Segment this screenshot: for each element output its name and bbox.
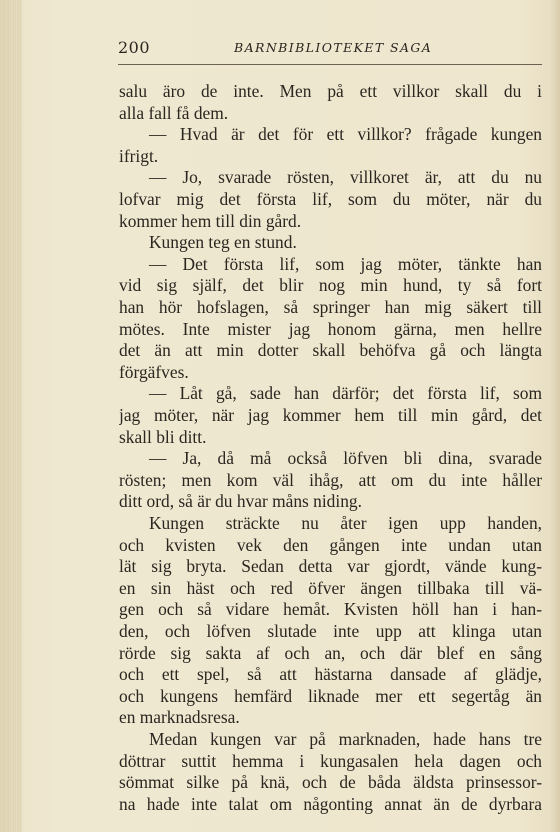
header-rule [118,64,542,65]
text-line: — Ja, då må också löfven bli dina, svarade [149,448,542,469]
text-line: Medan kungen var på marknaden, hade hans tre [149,729,542,749]
text-line: den, och löfven slutade inte upp att klinga utan [119,621,542,641]
text-line: — Jo, svarade rösten, villkoret är, att du nu [149,167,542,188]
page-header [118,38,542,60]
text-line: — Låt gå, sade han därför; det första lif, som [149,383,542,404]
text-line: döttrar suttit hemma i kungasalen hela dagen och [119,750,542,771]
text-line: mötes. Inte mister jag honom gärna, men hellre [119,318,542,339]
text-line: ifrigt. [119,145,159,166]
text-line: jag möter, när jag kommer hem till min gård, det [119,405,542,425]
text-line: skall bli ditt. [119,426,207,447]
text-line: en sin häst och red öfver ängen tillbaka till vä- [119,577,542,598]
text-line: — Hvad är det för ett villkor? frågade kungen [149,124,542,145]
page-number: 200 [118,38,151,57]
text-line: ditt ord, så är du hvar måns niding. [119,491,362,512]
text-line: rösten; men kom väl ihåg, att om du inte håller [119,469,542,490]
text-line: lät sig bryta. Sedan detta var gjordt, vände kung- [119,556,542,577]
page-edge-right [550,0,560,832]
text-line: det än att min dotter skall behöfva gå och längta [119,340,542,361]
text-line: lofvar mig det första lif, som du möter, när du [119,189,542,209]
text-line: Kungen teg en stund. [149,232,297,253]
text-line: en marknadsresa. [119,707,240,728]
text-line: salu äro de inte. Men på ett villkor skall du i [119,81,542,101]
text-line: och kvisten vek den gången inte undan utan [119,534,542,555]
text-line: sömmat silke på knä, och de båda äldsta prinsessor- [119,772,542,793]
page-edge-left [0,0,22,832]
running-title: BARNBIBLIOTEKET SAGA [234,40,433,55]
text-line: förgäfves. [119,361,189,382]
text-line: han hör hofslagen, så springer han mig säkert till [119,297,542,317]
text-line: na hade inte talat om någonting annat än de dyrbara [119,793,542,814]
text-line: vid sig själf, det blir nog min hund, ty så fort [119,275,542,296]
text-line: och ett spel, så att hästarna dansade af glädje, [119,664,542,685]
text-line: kommer hem till din gård. [119,210,302,231]
text-line: alla fall få dem. [119,102,229,123]
text-line: — Det första lif, som jag möter, tänkte han [149,253,542,274]
text-line: och kungens hemfärd liknade mer ett segertåg än [119,685,542,706]
text-line: gen och så vidare hemåt. Kvisten höll han i han- [119,599,542,620]
text-line: Kungen sträckte nu åter igen upp handen, [149,513,542,533]
text-line: rörde sig sakta af och an, och där blef en sång [119,642,542,663]
